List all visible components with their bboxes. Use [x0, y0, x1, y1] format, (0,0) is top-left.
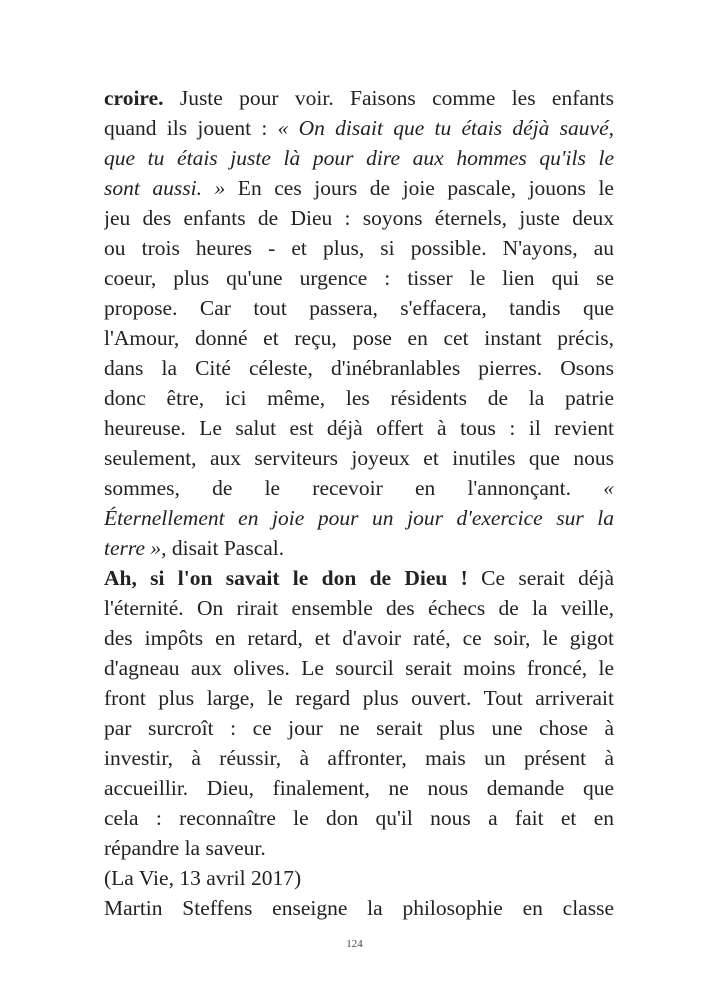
text-line [104, 563, 614, 593]
text-line: par surcroît : ce jour ne serait plus une chose à [104, 716, 614, 740]
text-line: Éternellement en joie pour un jour d'exercice sur la [104, 506, 614, 530]
text-line: accueillir. Dieu, finalement, ne nous demande que [104, 776, 614, 800]
text-line: coeur, plus qu'une urgence : tisser le lien qui se [104, 266, 614, 290]
italic-quote: « On disait que tu étais déjà sauvé, [277, 116, 614, 140]
bold-lead: Ah, si l'on savait le don de Dieu ! [104, 566, 468, 590]
text-span: disait Pascal. [166, 536, 285, 560]
text-line: donc être, ici même, les résidents de la patrie [104, 386, 614, 410]
text-line: dans la Cité céleste, d'inébranlables pierres. Osons [104, 356, 614, 380]
text-line: d'agneau aux olives. Le sourcil serait moins froncé, le [104, 656, 614, 680]
text-span: En ces jours de joie pascale, jouons le [225, 176, 614, 200]
text-line: seulement, aux serviteurs joyeux et inutiles que nous [104, 446, 614, 470]
bold-lead: croire. [104, 86, 164, 110]
text-line [104, 173, 614, 203]
italic-quote: « [603, 476, 614, 500]
author-bio: Martin Steffens enseigne la philosophie en classe [104, 896, 614, 920]
text-span: Ce serait déjà [467, 566, 614, 590]
text-line [104, 473, 614, 503]
text-line: répandre la saveur. [104, 836, 266, 860]
text-span: quand ils jouent : [104, 116, 278, 140]
text-line: l'Amour, donné et reçu, pose en cet instant précis, [104, 326, 614, 350]
text-line: l'éternité. On rirait ensemble des échecs de la veille, [104, 596, 614, 620]
text-line [104, 113, 614, 143]
text-line [104, 83, 614, 113]
text-line: des impôts en retard, et d'avoir raté, ce soir, le gigot [104, 626, 614, 650]
text-line: jeu des enfants de Dieu : soyons éternels, juste deux [104, 206, 614, 230]
text-line: front plus large, le regard plus ouvert. Tout arriverait [104, 686, 614, 710]
text-line [104, 533, 614, 563]
text-line: cela : reconnaître le don qu'il nous a fait et en [104, 806, 614, 830]
italic-quote: terre », [104, 536, 167, 560]
text-line: propose. Car tout passera, s'effacera, tandis que [104, 296, 614, 320]
italic-quote: sont aussi. » [104, 176, 226, 200]
text-line: que tu étais juste là pour dire aux hommes qu'ils le [104, 146, 614, 170]
text-line: ou trois heures - et plus, si possible. N'ayons, au [104, 236, 614, 260]
text-span: sommes, de le recevoir en l'annonçant. [104, 476, 604, 500]
text-line: investir, à réussir, à affronter, mais un présent à [104, 746, 614, 770]
text-line: heureuse. Le salut est déjà offert à tous : il revient [104, 416, 614, 440]
text-span: Juste pour voir. Faisons comme les enfants [163, 86, 614, 110]
page-number: 124 [346, 938, 363, 950]
source-citation: (La Vie, 13 avril 2017) [104, 866, 302, 890]
